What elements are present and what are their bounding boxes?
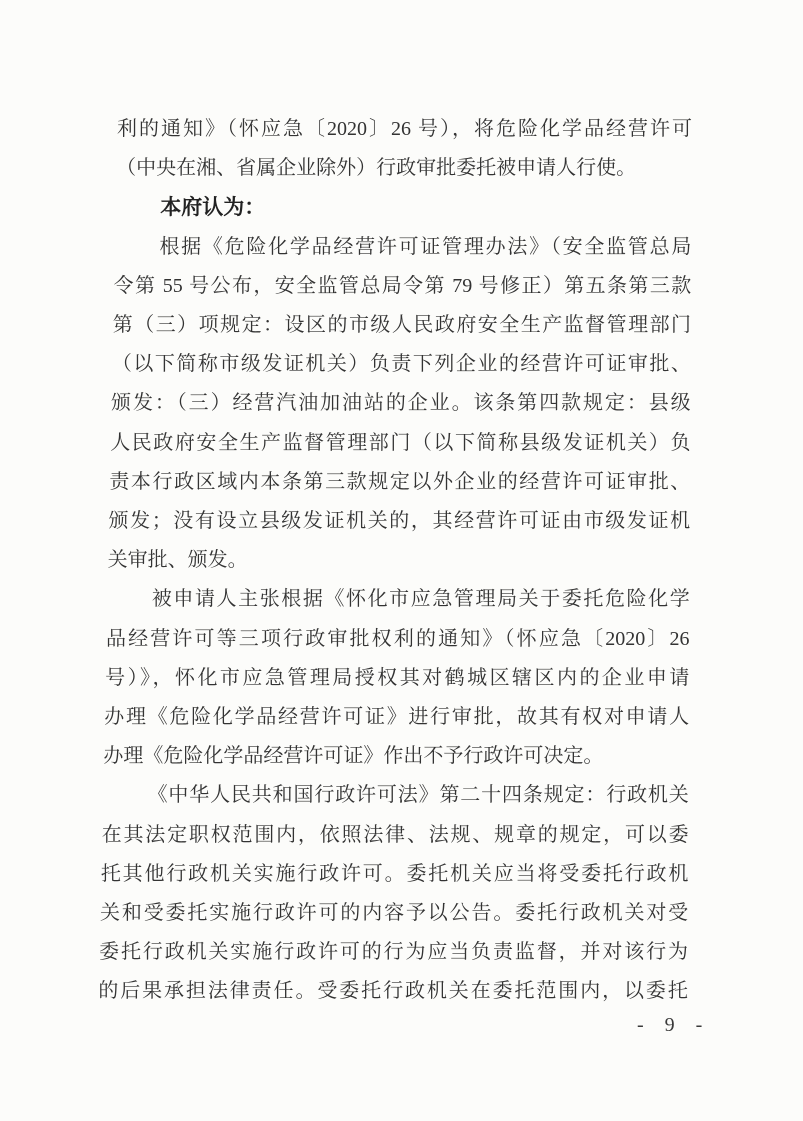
text-line: 关审批、颁发。 (107, 549, 248, 572)
document-body (98, 110, 692, 1012)
text-line: 利的通知》（怀应急〔2020〕26 号），将危险化学品经营许可 (117, 118, 692, 140)
text-line: 《中华人民共和国行政许可法》第二十四条规定：行政机关 (147, 784, 689, 807)
text-line: 办理《危险化学品经营许可证》进行审批，故其有权对申请人 (104, 706, 690, 729)
text-line: 第（三）项规定：设区的市级人民政府安全生产监督管理部门 (112, 314, 692, 337)
text-line: 人民政府安全生产监督管理部门（以下简称县级发证机关）负 (110, 431, 691, 454)
text-line: （以下简称市级发证机关）负责下列企业的经营许可证审批、 (111, 353, 691, 376)
text-line: 号）》，怀化市应急管理局授权其对鹤城区辖区内的企业申请 (105, 666, 690, 689)
text-line: 被申请人主张根据《怀化市应急管理局关于委托危险化学 (151, 588, 690, 611)
text-line: 委托行政机关实施行政许可的行为应当负责监督，并对该行为 (99, 941, 689, 964)
text-line: 托其他行政机关实施行政许可。委托机关应当将受委托行政机 (100, 862, 689, 885)
section-heading: 本府认为： (160, 195, 266, 220)
text-line: 颁发：（三）经营汽油加油站的企业。该条第四款规定：县级 (111, 392, 691, 415)
text-line: 令第 55 号公布，安全监管总局令第 79 号修正）第五条第三款 (113, 274, 692, 297)
text-line: 的后果承担法律责任。受委托行政机关在委托范围内，以委托 (98, 980, 688, 1003)
page-number: - 9 - (637, 1014, 711, 1036)
text-line: 关和受委托实施行政许可的内容予以公告。委托行政机关对受 (100, 902, 689, 925)
text-line: 责本行政区域内本条第三款规定以外企业的经营许可证审批、 (109, 470, 691, 493)
text-line: （中央在湘、省属企业除外）行政审批委托被申请人行使。 (116, 157, 637, 180)
text-line: 颁发；没有设立县级发证机关的，其经营许可证由市级发证机 (108, 510, 691, 533)
text-line: 办理《危险化学品经营许可证》作出不予行政许可决定。 (103, 745, 604, 768)
text-line: 品经营许可等三项行政审批权利的通知》（怀应急〔2020〕26 (105, 627, 690, 650)
text-line: 在其法定职权范围内，依照法律、法规、规章的规定，可以委 (101, 823, 689, 846)
text-line: 根据《危险化学品经营许可证管理办法》（安全监管总局 (159, 235, 692, 258)
